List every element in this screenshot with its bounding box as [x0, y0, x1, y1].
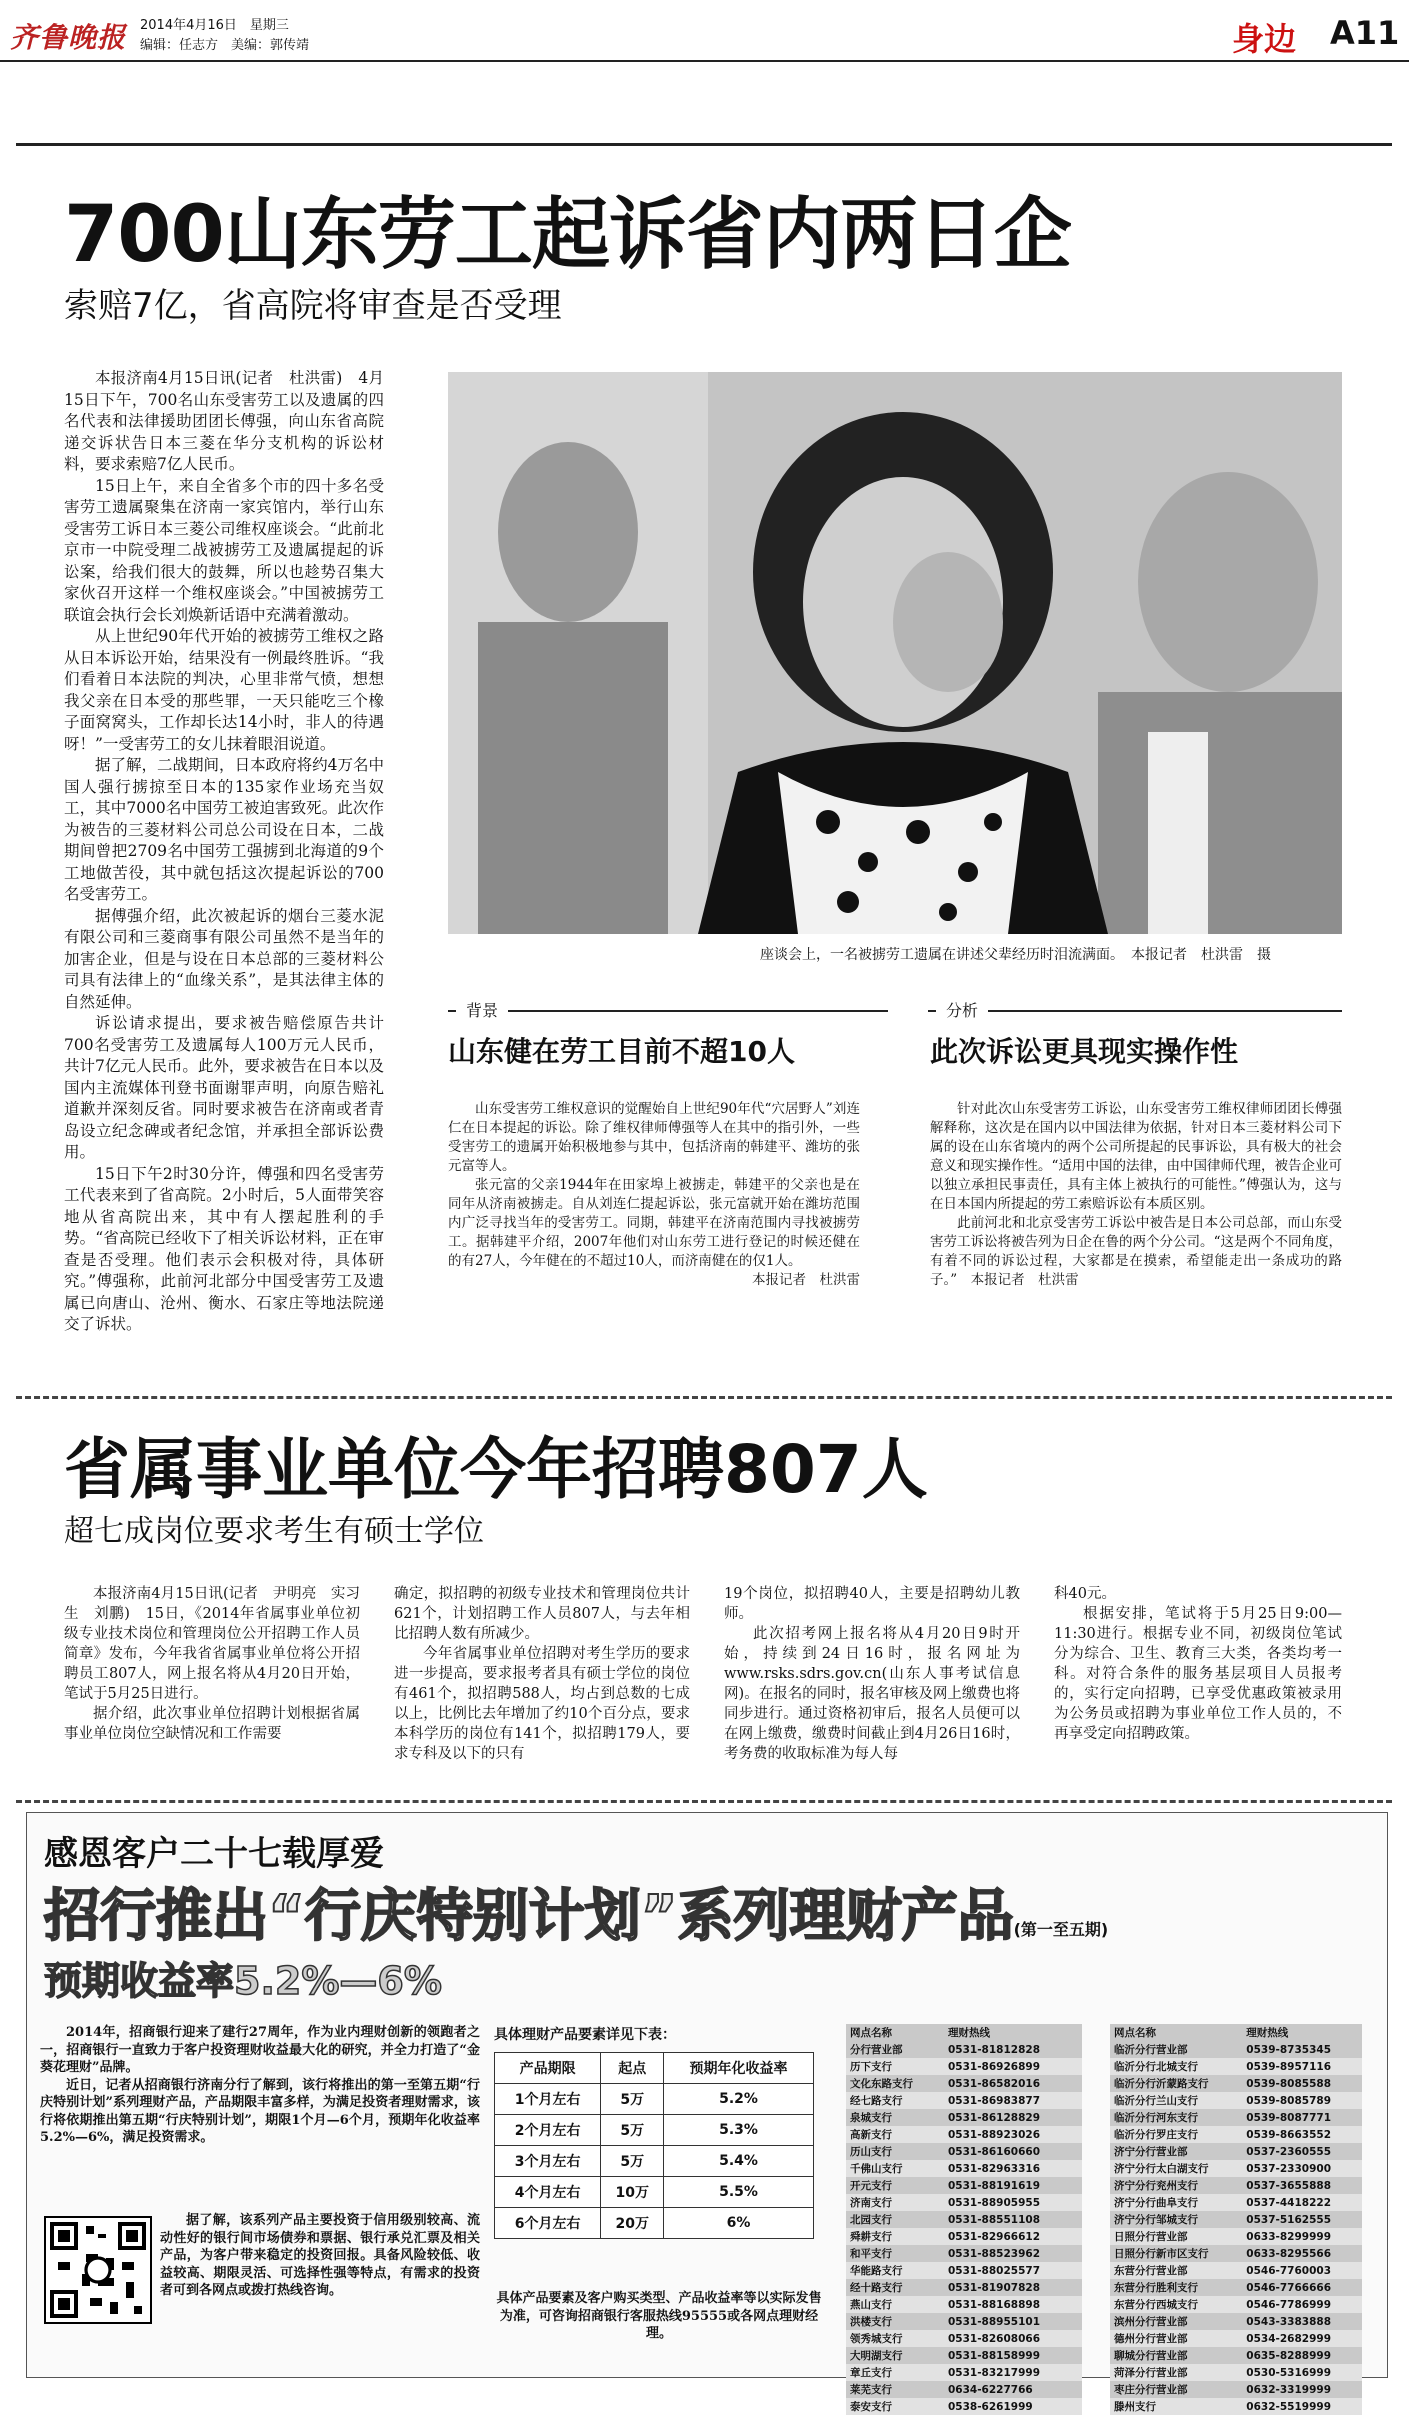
- table-cell: 20万: [601, 2208, 664, 2239]
- table-cell: 0531-86160660: [944, 2143, 1082, 2160]
- table-cell: 临沂分行罗庄支行: [1110, 2126, 1242, 2143]
- article1-paragraph: 据了解，二战期间，日本政府将约4万名中国人强行掳掠至日本的135家作业场充当奴工，其中7000名中国劳工被迫害致死。此次作为被告的三菱材料公司总公司设在日本，二战期间曾把2709名中国劳工强掳到北海道的9个工地做苦役，其中就包括这次提起诉讼的700名受害劳工。: [64, 756, 384, 903]
- table-cell: 济宁分行太白湖支行: [1110, 2160, 1242, 2177]
- article1-headline: 700山东劳工起诉省内两日企: [64, 190, 1071, 280]
- table-cell: 临沂分行沂蒙路支行: [1110, 2075, 1242, 2092]
- branch-row: [1110, 2347, 1362, 2364]
- photo-caption: 座谈会上，一名被掳劳工遗属在讲述父辈经历时泪流满面。 本报记者 杜洪雷 摄: [760, 947, 1271, 963]
- branch-row: [1110, 2313, 1362, 2330]
- table-cell: 0633-8299999: [1242, 2228, 1362, 2245]
- table-cell: 0633-8295566: [1242, 2245, 1362, 2262]
- page-number: A11: [1330, 14, 1400, 52]
- table-cell: 5.5%: [664, 2177, 814, 2208]
- background-paragraph: 张元富的父亲1944年在田家埠上被掳走，韩建平的父亲也是在同年从济南被掳走。自从刘连仁提起诉讼，张元富就开始在潍坊范围内广泛寻找当年的受害劳工。同期，韩建平在济南范围内寻找被掳劳工。据韩建平介绍，2007年他们对山东劳工进行登记的时候还健在的有27人，今年健在的不超过10人，而济南健在的仅1人。: [448, 1177, 860, 1269]
- table-cell: 2个月左右: [495, 2115, 601, 2146]
- table-cell: 3个月左右: [495, 2146, 601, 2177]
- product-row: [495, 2177, 814, 2208]
- branch-row: [1110, 2296, 1362, 2313]
- branch-row: [846, 2143, 1082, 2160]
- ad-line3: 预期收益率5.2%—6%: [44, 1959, 442, 2003]
- column-header: 起点: [601, 2053, 664, 2084]
- background-tag: 背景: [456, 998, 508, 1021]
- table-cell: 0539-8735345: [1242, 2041, 1362, 2058]
- ad-paragraph: 近日，记者从招商银行济南分行了解到，该行将推出的第一至第五期“行庆特别计划”系列理财产品，产品期限丰富多样，为满足投资者理财需求，该行将依期推出第五期“行庆特别计划”，期限1个月—6个月，预期年化收益率5.2%—6%，满足投资需求。: [40, 2077, 480, 2145]
- branch-row: [1110, 2398, 1362, 2415]
- table-cell: 0531-82963316: [944, 2160, 1082, 2177]
- table-cell: 莱芜支行: [846, 2381, 944, 2398]
- branch-row: [846, 2262, 1082, 2279]
- table-cell: 济宁分行曲阜支行: [1110, 2194, 1242, 2211]
- table-cell: 经十路支行: [846, 2279, 944, 2296]
- table-cell: 滨州分行营业部: [1110, 2313, 1242, 2330]
- article1-subhead: 索赔7亿，省高院将审查是否受理: [64, 286, 562, 326]
- product-row: [495, 2084, 814, 2115]
- qr-code-icon: [46, 2218, 150, 2322]
- branch-row: [1110, 2092, 1362, 2109]
- ad-body-lower: [160, 2212, 480, 2366]
- article1-paragraph: 15日下午2时30分许，傅强和四名受害劳工代表来到了省高院。2小时后，5人面带笑容地从省高院出来，其中有人摆起胜利的手势。“省高院已经收下了相关诉讼材料，正在审查是否受理。他们表示会积极对待，具体研究。”傅强称，此前河北部分中国受害劳工及遗属已向唐山、沧州、衡水、石家庄等地法院递交了诉状。: [64, 1164, 384, 1333]
- table-cell: 0531-82966612: [944, 2228, 1082, 2245]
- branch-row: [846, 2041, 1082, 2058]
- table-cell: 0531-88168898: [944, 2296, 1082, 2313]
- analysis-paragraph: 针对此次山东受害劳工诉讼，山东受害劳工维权律师团团长傅强解释称，这次是在国内以中国法律为依据，针对日本三菱材料公司下属的设在山东省境内的两个公司所提起的民事诉讼，具有极大的社会意义和现实操作性。“适用中国的法律，由中国律师代理，被告企业可以独立承担民事责任，具有主体上被执行的可能性。”傅强认为，这与在日本国内所提起的劳工索赔诉讼有本质区别。: [930, 1101, 1342, 1212]
- table-cell: 舜耕支行: [846, 2228, 944, 2245]
- ad-line2-suffix: (第一至五期): [1013, 1920, 1109, 1939]
- branch-row: [846, 2381, 1082, 2398]
- analysis-tag-rule: [928, 1010, 1342, 1012]
- branch-row: [1110, 2381, 1362, 2398]
- table-cell: 滕州支行: [1110, 2398, 1242, 2415]
- article1-paragraph: 从上世纪90年代开始的被掳劳工维权之路从日本诉讼开始，结果没有一例最终胜诉。“我们看着日本法院的判决，心里非常气愤，想想我父亲在日本受的那些罪，一天只能吃三个橡子面窝窝头，工作却长达14小时，非人的待遇呀！”一受害劳工的女儿抹着眼泪说道。: [64, 627, 384, 753]
- article2-paragraph: 据介绍，此次事业单位招聘计划根据省属事业单位岗位空缺情况和工作需要: [64, 1706, 360, 1742]
- table-cell: 0539-8085789: [1242, 2092, 1362, 2109]
- table-cell: 10万: [601, 2177, 664, 2208]
- ad-line2: [44, 1872, 1108, 1952]
- table-cell: 0531-86983877: [944, 2092, 1082, 2109]
- table-cell: 0634-6227766: [944, 2381, 1082, 2398]
- table-cell: 0531-88923026: [944, 2126, 1082, 2143]
- table-cell: 0531-88551108: [944, 2211, 1082, 2228]
- ad-divider: [16, 1800, 1392, 1803]
- table-cell: 历山支行: [846, 2143, 944, 2160]
- article2-subhead: 超七成岗位要求考生有硕士学位: [64, 1514, 484, 1549]
- article2-paragraph: 19个岗位，拟招聘40人，主要是招聘幼儿教师。: [724, 1586, 1020, 1622]
- table-cell: 日照分行新市区支行: [1110, 2245, 1242, 2262]
- branch-row: [1110, 2279, 1362, 2296]
- table-cell: 济宁分行营业部: [1110, 2143, 1242, 2160]
- table-cell: 0538-6261999: [944, 2398, 1082, 2415]
- table-cell: 5.3%: [664, 2115, 814, 2146]
- table-cell: 开元支行: [846, 2177, 944, 2194]
- table-cell: 5.2%: [664, 2084, 814, 2115]
- branch-row: [1110, 2160, 1362, 2177]
- branch-row: [846, 2347, 1082, 2364]
- product-table: [494, 2052, 814, 2239]
- table-cell: 济南支行: [846, 2194, 944, 2211]
- column-header: 理财热线: [1242, 2024, 1362, 2041]
- article2-col-1: [64, 1584, 360, 1784]
- table-cell: 领秀城支行: [846, 2330, 944, 2347]
- table-cell: 0546-7786999: [1242, 2296, 1362, 2313]
- product-row: [495, 2115, 814, 2146]
- branch-row: [1110, 2211, 1362, 2228]
- branch-row: [1110, 2075, 1362, 2092]
- table-cell: 0534-2682999: [1242, 2330, 1362, 2347]
- table-cell: 日照分行营业部: [1110, 2228, 1242, 2245]
- table-cell: 0531-88158999: [944, 2347, 1082, 2364]
- header-rule: [0, 60, 1409, 62]
- table-cell: 0632-5519999: [1242, 2398, 1362, 2415]
- table-cell: 0531-86926899: [944, 2058, 1082, 2075]
- table-cell: 临沂分行兰山支行: [1110, 2092, 1242, 2109]
- table-cell: 洪楼支行: [846, 2313, 944, 2330]
- table-cell: 5万: [601, 2115, 664, 2146]
- table-cell: 0531-88905955: [944, 2194, 1082, 2211]
- article2-paragraph: 科40元。: [1054, 1586, 1116, 1602]
- branch-row: [846, 2058, 1082, 2075]
- table-cell: 5万: [601, 2084, 664, 2115]
- table-cell: 5万: [601, 2146, 664, 2177]
- article2-col-2: [394, 1584, 690, 1784]
- branch-row: [846, 2330, 1082, 2347]
- table-cell: 1个月左右: [495, 2084, 601, 2115]
- product-row: [495, 2146, 814, 2177]
- table-cell: 临沂分行河东支行: [1110, 2109, 1242, 2126]
- background-tag-rule: [448, 1010, 888, 1012]
- analysis-body: [930, 1100, 1342, 1290]
- branch-row: [846, 2364, 1082, 2381]
- article2-col-4: [1054, 1584, 1342, 1784]
- table-cell: 6个月左右: [495, 2208, 601, 2239]
- product-table-note: 具体产品要素及客户购买类型、产品收益率等以实际发售为准，可咨询招商银行客服热线95555或各网点理财经理。: [496, 2291, 822, 2341]
- article2-col-3: [724, 1584, 1020, 1784]
- analysis-paragraph: 此前河北和北京受害劳工诉讼中被告是日本公司总部，而山东受害劳工诉讼将被告列为日企在鲁的两个分公司。“这是两个不同角度，有着不同的诉讼过程，大家都是在摸索，希望能走出一条成功的路子。” 本报记者 杜洪雷: [930, 1215, 1342, 1288]
- table-cell: 0531-88191619: [944, 2177, 1082, 2194]
- branch-row: [846, 2279, 1082, 2296]
- table-cell: 济宁分行兖州支行: [1110, 2177, 1242, 2194]
- article2-paragraph: 今年省属事业单位招聘对考生学历的要求进一步提高，要求报考者具有硕士学位的岗位有461个，拟招聘588人，均占到总数的七成以上，比例比去年增加了约10个百分点，要求本科学历的岗位有141个，拟招聘179人，要求专科及以下的只有: [394, 1646, 690, 1762]
- article1-paragraph: 据傅强介绍，此次被起诉的烟台三菱水泥有限公司和三菱商事有限公司虽然不是当年的加害企业，但是与设在日本总部的三菱材料公司具有法律上的“血缘关系”，是其法律主体的自然延伸。: [64, 906, 384, 1011]
- ad-body: [40, 2024, 480, 2214]
- table-cell: 0531-88523962: [944, 2245, 1082, 2262]
- table-cell: 经七路支行: [846, 2092, 944, 2109]
- article2-paragraph: 根据安排，笔试将于5月25日9:00—11:30进行。根据专业不同，初级岗位笔试分为综合、卫生、教育三大类，各类均考一科。对符合条件的服务基层项目人员报考的，实行定向招聘，已享受优惠政策被录用为公务员或招聘为事业单位工作人员的，不再享受定向招聘政策。: [1054, 1606, 1342, 1742]
- branch-row: [846, 2228, 1082, 2245]
- branch-row: [846, 2194, 1082, 2211]
- table-cell: 0531-88025577: [944, 2262, 1082, 2279]
- table-cell: 0543-3383888: [1242, 2313, 1362, 2330]
- table-cell: 高新支行: [846, 2126, 944, 2143]
- section-label: 身边: [1232, 20, 1297, 58]
- table-cell: 泰安支行: [846, 2398, 944, 2415]
- branch-row: [846, 2075, 1082, 2092]
- table-cell: 东营分行西城支行: [1110, 2296, 1242, 2313]
- article1-body: [64, 368, 384, 1378]
- branch-row: [1110, 2228, 1362, 2245]
- table-cell: 枣庄分行营业部: [1110, 2381, 1242, 2398]
- table-cell: 0530-5316999: [1242, 2364, 1362, 2381]
- article2-paragraph: 此次招考网上报名将从4月20日9时开始，持续到24日16时，报名网址为www.rsks.sdrs.gov.cn(山东人事考试信息网)。在报名的同时，报名审核及网上缴费也将同步进行。通过资格初审后，报名人员便可以在网上缴费，缴费时间截止到4月26日16时，考务费的收取标准为每人每: [724, 1626, 1020, 1762]
- top-rule: [16, 143, 1392, 146]
- table-cell: 0531-82608066: [944, 2330, 1082, 2347]
- table-cell: 华能路支行: [846, 2262, 944, 2279]
- branch-row: [1110, 2262, 1362, 2279]
- branch-row: [1110, 2245, 1362, 2262]
- table-cell: 千佛山支行: [846, 2160, 944, 2177]
- masthead-logo: 齐鲁晚报: [10, 21, 127, 54]
- product-table-header: [495, 2053, 814, 2084]
- branch-row: [1110, 2058, 1362, 2075]
- table-cell: 0531-81907828: [944, 2279, 1082, 2296]
- branch-row: [1110, 2109, 1362, 2126]
- branch-row: [1110, 2330, 1362, 2347]
- column-header: 预期年化收益率: [664, 2053, 814, 2084]
- branch-row: [1110, 2126, 1362, 2143]
- branch-row: [846, 2109, 1082, 2126]
- branch-row: [1110, 2143, 1362, 2160]
- branch-row: [846, 2160, 1082, 2177]
- table-cell: 0537-3655888: [1242, 2177, 1362, 2194]
- branch-row: [1110, 2364, 1362, 2381]
- table-cell: 东营分行营业部: [1110, 2262, 1242, 2279]
- news-photo: [448, 372, 1342, 934]
- branch-row: [846, 2398, 1082, 2415]
- column-header: 产品期限: [495, 2053, 601, 2084]
- branch-row: [846, 2296, 1082, 2313]
- article1-paragraph: 15日上午，来自全省多个市的四十多名受害劳工遗属聚集在济南一家宾馆内，举行山东受害劳工诉日本三菱公司维权座谈会。“此前北京市一中院受理二战被掳劳工及遗属提起的诉讼案，给我们很大的鼓舞，所以也趁势召集大家伙召开这样一个维权座谈会。”中国被掳劳工联谊会执行会长刘焕新话语中充满着激动。: [64, 476, 384, 624]
- table-cell: 章丘支行: [846, 2364, 944, 2381]
- branch-row: [846, 2177, 1082, 2194]
- table-cell: 0537-2360555: [1242, 2143, 1362, 2160]
- table-cell: 燕山支行: [846, 2296, 944, 2313]
- branch-row: [846, 2092, 1082, 2109]
- branch-row: [846, 2211, 1082, 2228]
- branch-row: [846, 2245, 1082, 2262]
- table-cell: 泉城支行: [846, 2109, 944, 2126]
- table-cell: 大明湖支行: [846, 2347, 944, 2364]
- header-editor: 编辑：任志方 美编：郭传靖: [140, 38, 310, 53]
- table-cell: 0539-8957116: [1242, 2058, 1362, 2075]
- branch-row: [846, 2126, 1082, 2143]
- photo-illustration: [448, 372, 1342, 934]
- article2-paragraph: 本报济南4月15日讯(记者 尹明亮 实习生 刘鹏) 15日，《2014年省属事业单位初级专业技术岗位和管理岗位公开招聘工作人员简章》发布，今年我省省属事业单位将公开招聘员工807人，网上报名将从4月20日开始，笔试于5月25日进行。: [64, 1586, 360, 1702]
- table-cell: 济宁分行邹城支行: [1110, 2211, 1242, 2228]
- section-divider: [16, 1396, 1392, 1399]
- table-cell: 0531-86582016: [944, 2075, 1082, 2092]
- branch-row: [1110, 2177, 1362, 2194]
- analysis-title: 此次诉讼更具现实操作性: [930, 1035, 1239, 1068]
- table-cell: 聊城分行营业部: [1110, 2347, 1242, 2364]
- branch-table-left: [846, 2024, 1082, 2415]
- column-header: 网点名称: [1110, 2024, 1242, 2041]
- table-cell: 0531-83217999: [944, 2364, 1082, 2381]
- table-cell: 0635-8288999: [1242, 2347, 1362, 2364]
- table-cell: 历下支行: [846, 2058, 944, 2075]
- table-cell: 东营分行胜利支行: [1110, 2279, 1242, 2296]
- qr-code[interactable]: [44, 2216, 152, 2324]
- background-title: 山东健在劳工目前不超10人: [448, 1035, 795, 1068]
- table-cell: 0531-86128829: [944, 2109, 1082, 2126]
- table-cell: 0546-7766666: [1242, 2279, 1362, 2296]
- table-cell: 6%: [664, 2208, 814, 2239]
- ad-paragraph: 2014年，招商银行迎来了建行27周年，作为业内理财创新的领跑者之一，招商银行一直致力于客户投资理财收益最大化的研究，并全力打造了“金葵花理财”品牌。: [40, 2025, 480, 2075]
- header-date: 2014年4月16日 星期三: [140, 18, 289, 33]
- table-cell: 临沂分行营业部: [1110, 2041, 1242, 2058]
- table-cell: 0537-5162555: [1242, 2211, 1362, 2228]
- table-cell: 0539-8663552: [1242, 2126, 1362, 2143]
- table-cell: 0539-8085588: [1242, 2075, 1362, 2092]
- table-cell: 0537-4418222: [1242, 2194, 1362, 2211]
- product-row: [495, 2208, 814, 2239]
- table-cell: 0537-2330900: [1242, 2160, 1362, 2177]
- branch-row: [1110, 2041, 1362, 2058]
- analysis-tag: 分析: [936, 998, 988, 1021]
- article1-paragraph: 本报济南4月15日讯(记者 杜洪雷) 4月15日下午，700名山东受害劳工以及遗属的四名代表和法律援助团团长傅强，向山东省高院递交诉状告日本三菱在华分支机构的诉讼材料，要求索赔7亿人民币。: [64, 369, 384, 473]
- table-cell: 0632-3319999: [1242, 2381, 1362, 2398]
- table-cell: 文化东路支行: [846, 2075, 944, 2092]
- table-cell: 分行营业部: [846, 2041, 944, 2058]
- table-cell: 临沂分行北城支行: [1110, 2058, 1242, 2075]
- branch-row: [1110, 2194, 1362, 2211]
- background-byline: 本报记者 杜洪雷: [752, 1272, 860, 1288]
- table-cell: 0539-8087771: [1242, 2109, 1362, 2126]
- ad-paragraph: 据了解，该系列产品主要投资于信用级别较高、流动性好的银行间市场债券和票据、银行承兑汇票及相关产品，为客户带来稳定的投资回报。具备风险较低、收益较高、期限灵活、可选择性强等特点，有需求的投资者可到各网点或拨打热线咨询。: [160, 2213, 480, 2298]
- table-cell: 北园支行: [846, 2211, 944, 2228]
- article1-paragraph: 诉讼请求提出，要求被告赔偿原告共计700名受害劳工及遗属每人100万元人民币，共计7亿元人民币。此外，要求被告在日本以及国内主流媒体刊登书面谢罪声明，向原告赔礼道歉并深刻反省。同时要求被告在济南或者青岛设立纪念碑或者纪念馆，并承担全部诉讼费用。: [64, 1014, 384, 1161]
- table-cell: 0531-88955101: [944, 2313, 1082, 2330]
- ad-line2-text: 招行推出“行庆特别计划”系列理财产品: [44, 1884, 1014, 1949]
- branch-row: [846, 2313, 1082, 2330]
- table-cell: 和平支行: [846, 2245, 944, 2262]
- background-paragraph: 山东受害劳工维权意识的觉醒始自上世纪90年代“穴居野人”刘连仁在日本提起的诉讼。除了维权律师傅强等人在其中的指引外，一些受害劳工的遗属开始积极地参与其中，包括济南的韩建平、潍坊的张元富等人。: [448, 1101, 860, 1174]
- table-cell: 德州分行营业部: [1110, 2330, 1242, 2347]
- product-table-title: 具体理财产品要素详见下表：: [494, 2027, 676, 2043]
- branch-table-right: [1110, 2024, 1362, 2415]
- background-body: [448, 1100, 860, 1290]
- table-cell: 0531-81812828: [944, 2041, 1082, 2058]
- article2-headline: 省属事业单位今年招聘807人: [64, 1431, 928, 1508]
- table-cell: 0546-7760003: [1242, 2262, 1362, 2279]
- table-cell: 5.4%: [664, 2146, 814, 2177]
- article2-paragraph: 确定，拟招聘的初级专业技术和管理岗位共计621个，计划招聘工作人员807人，与去年相比招聘人数有所减少。: [394, 1586, 690, 1642]
- column-header: 网点名称: [846, 2024, 944, 2041]
- column-header: 理财热线: [944, 2024, 1082, 2041]
- table-cell: 4个月左右: [495, 2177, 601, 2208]
- ad-line1: 感恩客户二十七载厚爱: [44, 1834, 384, 1874]
- table-cell: 菏泽分行营业部: [1110, 2364, 1242, 2381]
